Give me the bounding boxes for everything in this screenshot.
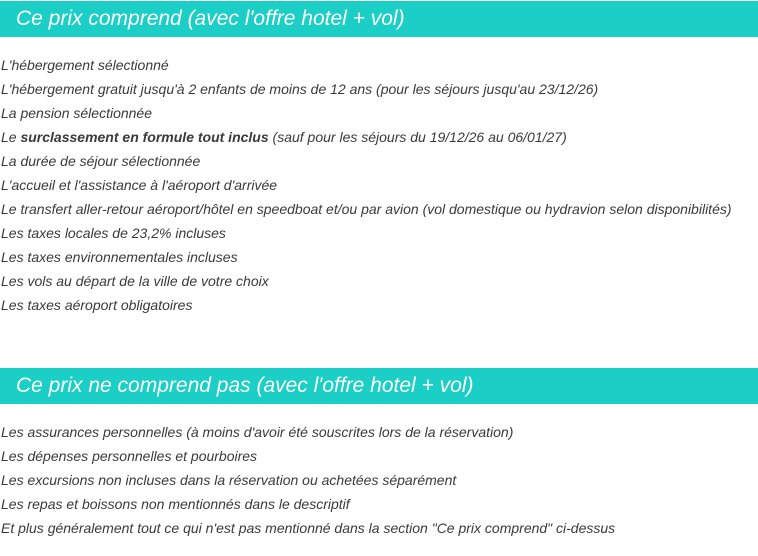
list-item: Les repas et boissons non mentionnés dans le descriptif <box>1 496 350 512</box>
list-item: Les vols au départ de la ville de votre choix <box>1 273 269 289</box>
list-item: L'hébergement sélectionné <box>1 57 169 73</box>
list-item: Les assurances personnelles (à moins d'avoir été souscrites lors de la réservation) <box>1 424 514 440</box>
list-item: Les taxes locales de 23,2% incluses <box>1 225 226 241</box>
item-highlight: surclassement en formule tout inclus <box>20 129 269 145</box>
list-item: Les taxes environnementales incluses <box>1 249 238 265</box>
list-item <box>0 125 758 149</box>
list-item: Et plus généralement tout ce qui n'est pas mentionné dans la section "Ce prix comprend" ci-dessus <box>1 520 616 536</box>
list-item: Les dépenses personnelles et pourboires <box>1 448 258 464</box>
list-item: L'hébergement gratuit jusqu'à 2 enfants de moins de 12 ans (pour les séjours jusqu'au 23/12/26) <box>1 81 599 97</box>
item-suffix: (sauf pour les séjours du 19/12/26 au 06/01/27) <box>268 129 567 145</box>
included-section-title: Ce prix comprend (avec l'offre hotel + vol) <box>0 1 758 37</box>
excluded-section-title: Ce prix ne comprend pas (avec l'offre hotel + vol) <box>0 368 758 404</box>
list-item: L'accueil et l'assistance à l'aéroport d'arrivée <box>1 177 278 193</box>
list-item: Les taxes aéroport obligatoires <box>1 297 193 313</box>
item-prefix: Le <box>1 129 21 145</box>
excluded-list <box>0 420 758 540</box>
included-list <box>0 53 758 317</box>
list-item: Le transfert aller-retour aéroport/hôtel en speedboat et/ou par avion (vol domestique ou hydravion selon disponibilités) <box>1 201 732 217</box>
list-item: La durée de séjour sélectionnée <box>1 153 201 169</box>
list-item: Les excursions non incluses dans la réservation ou achetées séparément <box>1 472 457 488</box>
list-item: La pension sélectionnée <box>1 105 153 121</box>
